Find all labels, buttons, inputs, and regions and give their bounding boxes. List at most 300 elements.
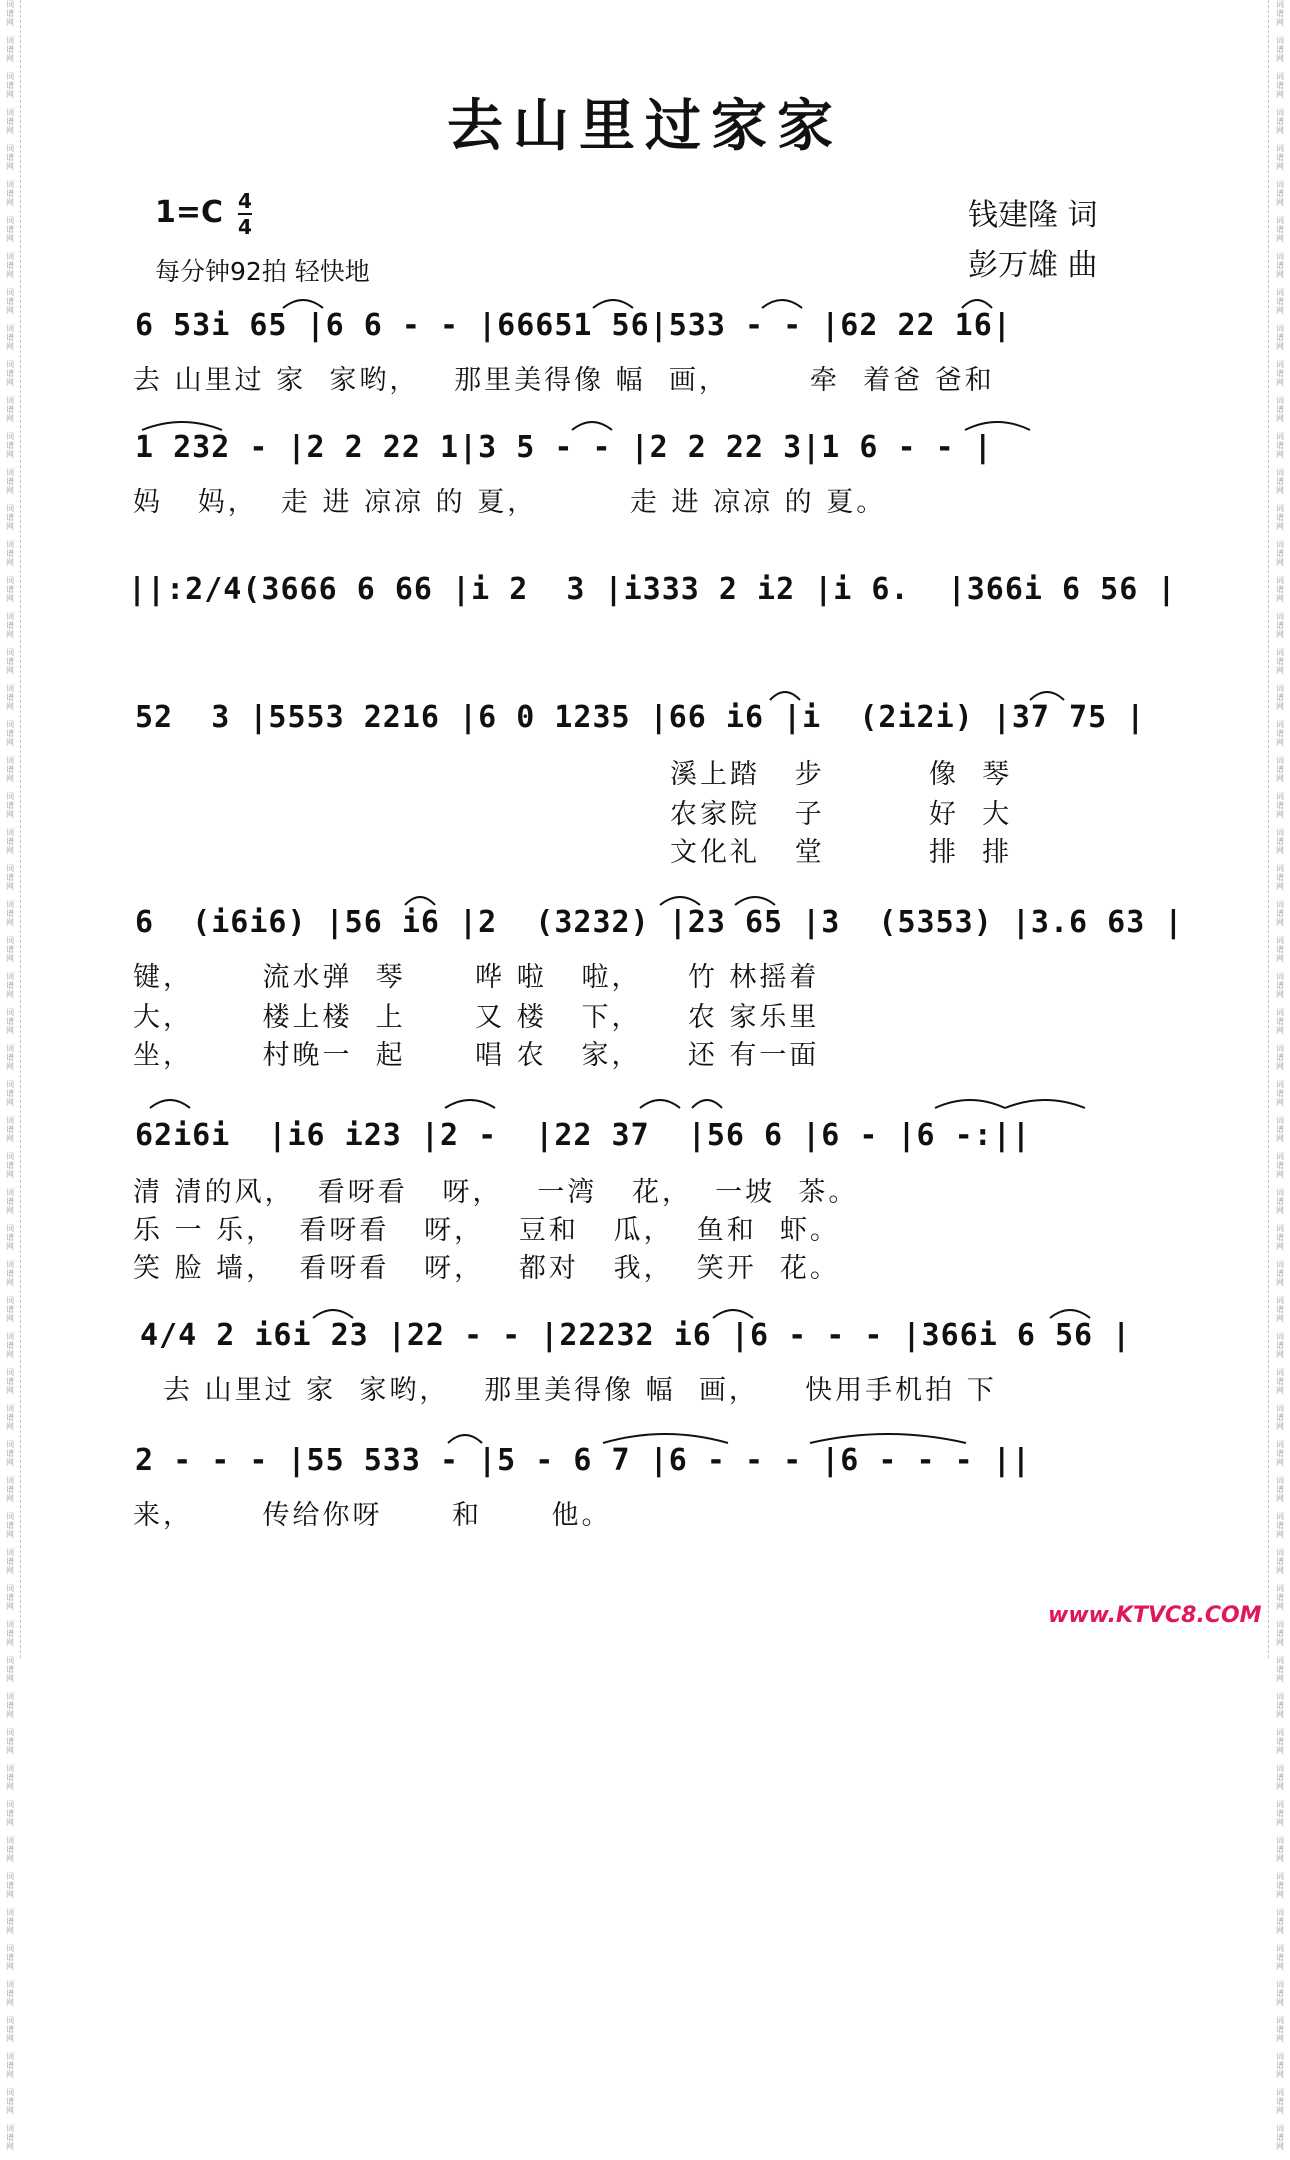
watermark-char: 词 xyxy=(6,360,14,369)
watermark-char: 谱 xyxy=(6,1485,14,1494)
watermark-char: 网 xyxy=(6,1998,14,2007)
watermark-char: 网 xyxy=(6,450,14,459)
watermark-char: 谱 xyxy=(6,1593,14,1602)
watermark-char: 谱 xyxy=(6,1449,14,1458)
watermark-char: 词 xyxy=(6,828,14,837)
watermark-char: 谱 xyxy=(6,1557,14,1566)
watermark-char: 词 xyxy=(6,1692,14,1701)
watermark-char: 谱 xyxy=(6,1197,14,1206)
watermark-gap xyxy=(1273,2007,1287,2016)
watermark-char: 词 xyxy=(6,1440,14,1449)
watermark-char: 网 xyxy=(6,810,14,819)
watermark-gap xyxy=(3,1755,17,1764)
watermark-char: 网 xyxy=(6,1746,14,1755)
watermark-char: 谱 xyxy=(6,189,14,198)
watermark-char: 谱 xyxy=(1276,45,1284,54)
watermark-char: 谱 xyxy=(1276,9,1284,18)
watermark-char: 谱 xyxy=(1276,2025,1284,2034)
watermark-char: 词 xyxy=(1276,936,1284,945)
slur xyxy=(962,300,992,308)
watermark-char: 词 xyxy=(1276,1656,1284,1665)
watermark-char: 词 xyxy=(1276,612,1284,621)
watermark-char: 网 xyxy=(1276,1638,1284,1647)
watermark-char: 谱 xyxy=(1276,1593,1284,1602)
watermark-char: 谱 xyxy=(6,477,14,486)
watermark-char: 词 xyxy=(1276,1548,1284,1557)
watermark-char: 词 xyxy=(1276,720,1284,729)
watermark-char: 词 xyxy=(1276,1368,1284,1377)
watermark-char: 网 xyxy=(1276,594,1284,603)
watermark-char: 谱 xyxy=(1276,333,1284,342)
watermark-gap xyxy=(3,2115,17,2124)
watermark-char: 网 xyxy=(1276,1854,1284,1863)
watermark-char: 网 xyxy=(1276,1278,1284,1287)
watermark-char: 网 xyxy=(6,594,14,603)
watermark-char: 谱 xyxy=(1276,189,1284,198)
watermark-char: 网 xyxy=(6,1386,14,1395)
watermark-gap xyxy=(1273,2043,1287,2052)
watermark-gap xyxy=(3,1899,17,1908)
watermark-char: 网 xyxy=(6,342,14,351)
watermark-char: 词 xyxy=(6,504,14,513)
watermark-char: 网 xyxy=(6,1098,14,1107)
watermark-char: 词 xyxy=(1276,1980,1284,1989)
watermark-char: 词 xyxy=(6,288,14,297)
watermark-char: 网 xyxy=(1276,558,1284,567)
watermark-char: 谱 xyxy=(1276,1845,1284,1854)
watermark-char: 网 xyxy=(1276,522,1284,531)
watermark-char: 网 xyxy=(1276,1458,1284,1467)
watermark-char: 网 xyxy=(6,990,14,999)
watermark-char: 谱 xyxy=(6,1665,14,1674)
watermark-char: 网 xyxy=(1276,1314,1284,1323)
watermark-char: 网 xyxy=(6,54,14,63)
watermark-char: 词 xyxy=(6,1404,14,1413)
watermark-char: 网 xyxy=(6,774,14,783)
watermark-char: 网 xyxy=(6,1782,14,1791)
watermark-char: 网 xyxy=(1276,1674,1284,1683)
watermark-char: 网 xyxy=(6,522,14,531)
watermark-char: 词 xyxy=(1276,1152,1284,1161)
watermark-char: 词 xyxy=(6,792,14,801)
slur xyxy=(448,1435,482,1443)
watermark-char: 词 xyxy=(1276,252,1284,261)
watermark-char: 谱 xyxy=(1276,657,1284,666)
watermark-char: 网 xyxy=(6,666,14,675)
watermark-char: 网 xyxy=(6,558,14,567)
watermark-char: 词 xyxy=(1276,1008,1284,1017)
watermark-char: 谱 xyxy=(6,1701,14,1710)
watermark-char: 词 xyxy=(1276,2088,1284,2097)
watermark-char: 谱 xyxy=(1276,1449,1284,1458)
watermark-char: 谱 xyxy=(1276,621,1284,630)
watermark-char: 词 xyxy=(6,72,14,81)
watermark-char: 谱 xyxy=(6,1629,14,1638)
watermark-char: 网 xyxy=(1276,846,1284,855)
watermark-char: 网 xyxy=(1276,54,1284,63)
watermark-char: 谱 xyxy=(6,1125,14,1134)
watermark-char: 词 xyxy=(1276,648,1284,657)
watermark-char: 网 xyxy=(1276,918,1284,927)
watermark-char: 谱 xyxy=(1276,1521,1284,1530)
watermark-char: 谱 xyxy=(1276,693,1284,702)
lyrics-line-2: 妈 妈， 走 进 凉凉 的 夏， 走 进 凉凉 的 夏。 xyxy=(133,487,887,518)
watermark-char: 谱 xyxy=(6,1053,14,1062)
watermark-char: 谱 xyxy=(6,1269,14,1278)
watermark-gap xyxy=(3,2151,17,2160)
lyrics-line-4-verse-3: 文化礼 堂 排 排 xyxy=(670,837,1013,868)
watermark-gap xyxy=(3,1971,17,1980)
watermark-char: 网 xyxy=(6,1314,14,1323)
watermark-char: 网 xyxy=(1276,954,1284,963)
watermark-char: 谱 xyxy=(1276,1773,1284,1782)
watermark-char: 词 xyxy=(1276,432,1284,441)
watermark-char: 词 xyxy=(6,1260,14,1269)
watermark-char: 词 xyxy=(1276,864,1284,873)
watermark-char: 词 xyxy=(1276,1404,1284,1413)
watermark-char: 谱 xyxy=(1276,729,1284,738)
watermark-char: 网 xyxy=(1276,90,1284,99)
watermark-char: 谱 xyxy=(1276,81,1284,90)
watermark-char: 网 xyxy=(1276,18,1284,27)
watermark-char: 网 xyxy=(1276,414,1284,423)
watermark-char: 词 xyxy=(6,324,14,333)
watermark-char: 网 xyxy=(6,90,14,99)
watermark-char: 网 xyxy=(1276,2142,1284,2151)
watermark-char: 谱 xyxy=(6,693,14,702)
watermark-char: 网 xyxy=(6,1242,14,1251)
watermark-char: 词 xyxy=(6,1188,14,1197)
watermark-char: 网 xyxy=(1276,1494,1284,1503)
watermark-char: 谱 xyxy=(1276,297,1284,306)
watermark-gap xyxy=(3,1683,17,1692)
watermark-gap xyxy=(1273,2115,1287,2124)
notation-line-1: 6 53i 65 |6 6 - - |66651 56|533 - - |62 22 16| xyxy=(135,308,1012,343)
watermark-char: 网 xyxy=(6,1926,14,1935)
watermark-char: 谱 xyxy=(6,1773,14,1782)
watermark-char: 谱 xyxy=(1276,477,1284,486)
watermark-char: 谱 xyxy=(1276,405,1284,414)
slur xyxy=(313,1310,353,1318)
watermark-char: 谱 xyxy=(6,621,14,630)
watermark-char: 网 xyxy=(6,738,14,747)
watermark-char: 词 xyxy=(1276,576,1284,585)
watermark-char: 词 xyxy=(1276,468,1284,477)
watermark-char: 谱 xyxy=(1276,1269,1284,1278)
watermark-char: 谱 xyxy=(1276,1701,1284,1710)
watermark-char: 谱 xyxy=(1276,981,1284,990)
lyrics-line-5-verse-3: 坐， 村晚一 起 唱 农 家， 还 有一面 xyxy=(133,1040,820,1071)
watermark-char: 网 xyxy=(1276,774,1284,783)
slur xyxy=(445,1100,495,1108)
watermark-char: 谱 xyxy=(6,1845,14,1854)
slur xyxy=(405,897,435,905)
lyrics-line-1: 去 山里过 家 家哟， 那里美得像 幅 画， 牵 着爸 爸和 xyxy=(133,365,995,396)
watermark-char: 谱 xyxy=(6,9,14,18)
watermark-char: 网 xyxy=(6,1674,14,1683)
watermark-char: 网 xyxy=(6,702,14,711)
watermark-char: 网 xyxy=(1276,234,1284,243)
slur xyxy=(1005,1100,1085,1108)
watermark-char: 网 xyxy=(6,1962,14,1971)
watermark-char: 词 xyxy=(6,1944,14,1953)
watermark-char: 词 xyxy=(6,1836,14,1845)
watermark-gap xyxy=(1273,1971,1287,1980)
watermark-char: 词 xyxy=(1276,144,1284,153)
watermark-char: 谱 xyxy=(6,1233,14,1242)
watermark-char: 词 xyxy=(6,36,14,45)
watermark-char: 词 xyxy=(1276,1908,1284,1917)
watermark-char: 谱 xyxy=(1276,225,1284,234)
watermark-char: 网 xyxy=(6,126,14,135)
watermark-char: 词 xyxy=(6,144,14,153)
watermark-char: 词 xyxy=(6,1908,14,1917)
watermark-char: 谱 xyxy=(1276,2061,1284,2070)
slur xyxy=(142,422,222,430)
watermark-char: 词 xyxy=(6,468,14,477)
watermark-char: 网 xyxy=(1276,1530,1284,1539)
watermark-char: 词 xyxy=(6,1116,14,1125)
watermark-char: 谱 xyxy=(6,2133,14,2142)
watermark-char: 网 xyxy=(6,1062,14,1071)
watermark-char: 网 xyxy=(1276,1602,1284,1611)
watermark-char: 谱 xyxy=(1276,1917,1284,1926)
watermark-char: 谱 xyxy=(1276,1557,1284,1566)
watermark-char: 谱 xyxy=(1276,837,1284,846)
watermark-char: 词 xyxy=(1276,72,1284,81)
watermark-char: 词 xyxy=(6,900,14,909)
watermark-char: 网 xyxy=(6,1422,14,1431)
lyricist-credit: 钱建隆 词 xyxy=(968,198,1098,233)
watermark-char: 网 xyxy=(1276,378,1284,387)
watermark-char: 谱 xyxy=(6,1377,14,1386)
watermark-char: 谱 xyxy=(1276,1413,1284,1422)
watermark-char: 谱 xyxy=(1276,1485,1284,1494)
watermark-char: 谱 xyxy=(1276,1809,1284,1818)
watermark-char: 谱 xyxy=(1276,117,1284,126)
watermark-gap xyxy=(1273,1791,1287,1800)
notation-line-7: 4/4 2 i6i 23 |22 - - |22232 i6 |6 - - - |366i 6 56 | xyxy=(140,1318,1132,1353)
watermark-char: 词 xyxy=(6,2088,14,2097)
watermark-char: 网 xyxy=(1276,1746,1284,1755)
watermark-char: 网 xyxy=(1276,198,1284,207)
watermark-char: 谱 xyxy=(6,1737,14,1746)
watermark-char: 谱 xyxy=(1276,765,1284,774)
watermark-char: 词 xyxy=(1276,1476,1284,1485)
watermark-char: 词 xyxy=(6,252,14,261)
watermark-char: 词 xyxy=(6,1584,14,1593)
watermark-gap xyxy=(3,1827,17,1836)
lyrics-line-6-verse-3: 笑 脸 墙， 看呀看 呀， 都对 我， 笑开 花。 xyxy=(133,1253,840,1284)
watermark-char: 谱 xyxy=(6,837,14,846)
watermark-char: 谱 xyxy=(1276,1161,1284,1170)
watermark-char: 网 xyxy=(1276,1962,1284,1971)
watermark-char: 词 xyxy=(6,1476,14,1485)
song-title: 去山里过家家 xyxy=(447,93,843,159)
slur xyxy=(713,1310,753,1318)
watermark-char: 词 xyxy=(1276,2052,1284,2061)
watermark-char: 词 xyxy=(6,180,14,189)
watermark-char: 谱 xyxy=(1276,1305,1284,1314)
watermark-char: 谱 xyxy=(1276,1377,1284,1386)
slur xyxy=(692,1100,722,1108)
watermark-char: 网 xyxy=(1276,1242,1284,1251)
watermark-char: 词 xyxy=(6,1368,14,1377)
watermark-char: 谱 xyxy=(1276,1053,1284,1062)
lyrics-line-7: 去 山里过 家 家哟， 那里美得像 幅 画， 快用手机拍 下 xyxy=(163,1375,997,1406)
watermark-char: 网 xyxy=(6,1890,14,1899)
watermark-char: 词 xyxy=(1276,360,1284,369)
watermark-char: 网 xyxy=(1276,1170,1284,1179)
watermark-char: 词 xyxy=(1276,1260,1284,1269)
watermark-char: 词 xyxy=(6,1512,14,1521)
watermark-gap xyxy=(1273,1755,1287,1764)
watermark-char: 谱 xyxy=(1276,801,1284,810)
watermark-char: 词 xyxy=(6,1332,14,1341)
watermark-char: 谱 xyxy=(6,1521,14,1530)
watermark-char: 词 xyxy=(6,1764,14,1773)
watermark-char: 词 xyxy=(1276,684,1284,693)
watermark-char: 谱 xyxy=(6,513,14,522)
watermark-char: 网 xyxy=(1276,630,1284,639)
watermark-char: 网 xyxy=(6,1458,14,1467)
watermark-char: 网 xyxy=(6,1818,14,1827)
watermark-char: 谱 xyxy=(1276,513,1284,522)
watermark-gap xyxy=(3,1791,17,1800)
watermark-char: 词 xyxy=(1276,828,1284,837)
slur xyxy=(603,1434,728,1443)
watermark-char: 网 xyxy=(6,1566,14,1575)
watermark-char: 词 xyxy=(1276,900,1284,909)
slur xyxy=(762,300,802,308)
watermark-char: 网 xyxy=(6,198,14,207)
watermark-char: 谱 xyxy=(1276,1125,1284,1134)
watermark-char: 网 xyxy=(6,414,14,423)
time-sig-top: 4 xyxy=(238,189,252,213)
watermark-char: 谱 xyxy=(6,297,14,306)
notation-line-4: 52 3 |5553 2216 |6 0 1235 |66 i6 |i (2i2i) |37 75 | xyxy=(135,700,1146,735)
slur xyxy=(640,1100,680,1108)
watermark-char: 词 xyxy=(1276,1584,1284,1593)
watermark-char: 网 xyxy=(1276,1026,1284,1035)
watermark-gap xyxy=(1273,1863,1287,1872)
watermark-char: 网 xyxy=(6,1494,14,1503)
watermark-char: 网 xyxy=(1276,342,1284,351)
watermark-char: 谱 xyxy=(6,1305,14,1314)
watermark-char: 网 xyxy=(6,378,14,387)
watermark-char: 词 xyxy=(1276,792,1284,801)
watermark-char: 谱 xyxy=(1276,1341,1284,1350)
lyrics-line-4-verse-2: 农家院 子 好 大 xyxy=(670,799,1013,830)
watermark-char: 词 xyxy=(1276,1440,1284,1449)
watermark-char: 网 xyxy=(1276,1890,1284,1899)
slur xyxy=(150,1100,190,1108)
watermark-char: 谱 xyxy=(6,261,14,270)
watermark-char: 词 xyxy=(6,864,14,873)
watermark-char: 网 xyxy=(6,918,14,927)
watermark-char: 网 xyxy=(6,1278,14,1287)
slur xyxy=(965,422,1030,430)
watermark-gap xyxy=(3,1719,17,1728)
watermark-char: 词 xyxy=(1276,1872,1284,1881)
slur xyxy=(1030,692,1064,700)
watermark-char: 网 xyxy=(6,1530,14,1539)
watermark-char: 网 xyxy=(1276,486,1284,495)
watermark-char: 网 xyxy=(1276,990,1284,999)
lyrics-line-4-verse-1: 溪上踏 步 像 琴 xyxy=(670,759,1013,790)
watermark-char: 词 xyxy=(1276,0,1284,9)
watermark-gap xyxy=(1273,1899,1287,1908)
watermark-char: 谱 xyxy=(6,1917,14,1926)
watermark-char: 网 xyxy=(6,1854,14,1863)
watermark-char: 谱 xyxy=(6,1881,14,1890)
watermark-char: 词 xyxy=(6,0,14,9)
watermark-char: 谱 xyxy=(6,945,14,954)
watermark-char: 词 xyxy=(6,1080,14,1089)
slur xyxy=(935,1100,1005,1108)
watermark-char: 谱 xyxy=(1276,873,1284,882)
watermark-char: 谱 xyxy=(1276,1953,1284,1962)
notation-line-6: 62i6i |i6 i23 |2 - |22 37 |56 6 |6 - |6 -:|| xyxy=(135,1118,1031,1153)
watermark-char: 词 xyxy=(1276,1224,1284,1233)
watermark-char: 谱 xyxy=(6,549,14,558)
watermark-char: 谱 xyxy=(6,585,14,594)
watermark-char: 谱 xyxy=(6,369,14,378)
watermark-char: 词 xyxy=(6,396,14,405)
watermark-char: 词 xyxy=(6,972,14,981)
watermark-char: 谱 xyxy=(6,81,14,90)
watermark-char: 网 xyxy=(6,882,14,891)
watermark-char: 网 xyxy=(6,1026,14,1035)
watermark-char: 词 xyxy=(6,576,14,585)
notation-line-3: ||:2/4(3666 6 66 |i 2 3 |i333 2 i2 |i 6. |366i 6 56 | xyxy=(128,572,1177,607)
watermark-char: 词 xyxy=(6,612,14,621)
watermark-char: 谱 xyxy=(6,981,14,990)
watermark-char: 网 xyxy=(1276,1134,1284,1143)
watermark-char: 词 xyxy=(6,432,14,441)
watermark-char: 谱 xyxy=(6,801,14,810)
watermark-char: 网 xyxy=(6,234,14,243)
notation-line-2: 1 232 - |2 2 22 1|3 5 - - |2 2 22 3|1 6 - - | xyxy=(135,430,993,465)
watermark-gap xyxy=(3,2043,17,2052)
watermark-char: 词 xyxy=(1276,756,1284,765)
watermark-char: 谱 xyxy=(6,1341,14,1350)
watermark-char: 词 xyxy=(6,108,14,117)
watermark-char: 网 xyxy=(6,486,14,495)
watermark-gap xyxy=(3,1863,17,1872)
tempo-marking: 每分钟92拍 轻快地 xyxy=(155,257,370,286)
watermark-gap xyxy=(1273,1719,1287,1728)
watermark-char: 谱 xyxy=(1276,1989,1284,1998)
watermark-char: 网 xyxy=(6,306,14,315)
key-signature: 1=C xyxy=(155,195,224,230)
site-watermark: www.KTVC8.COM xyxy=(1048,1603,1262,1628)
watermark-char: 谱 xyxy=(1276,2133,1284,2142)
watermark-char: 词 xyxy=(6,756,14,765)
watermark-char: 谱 xyxy=(6,1989,14,1998)
watermark-char: 词 xyxy=(6,216,14,225)
watermark-char: 谱 xyxy=(6,1953,14,1962)
watermark-char: 网 xyxy=(6,2142,14,2151)
watermark-char: 网 xyxy=(6,1638,14,1647)
watermark-char: 网 xyxy=(1276,126,1284,135)
watermark-char: 网 xyxy=(1276,2106,1284,2115)
watermark-char: 谱 xyxy=(6,333,14,342)
watermark-gap xyxy=(1273,1683,1287,1692)
watermark-gap xyxy=(1273,1935,1287,1944)
watermark-char: 词 xyxy=(1276,396,1284,405)
watermark-char: 谱 xyxy=(1276,1197,1284,1206)
